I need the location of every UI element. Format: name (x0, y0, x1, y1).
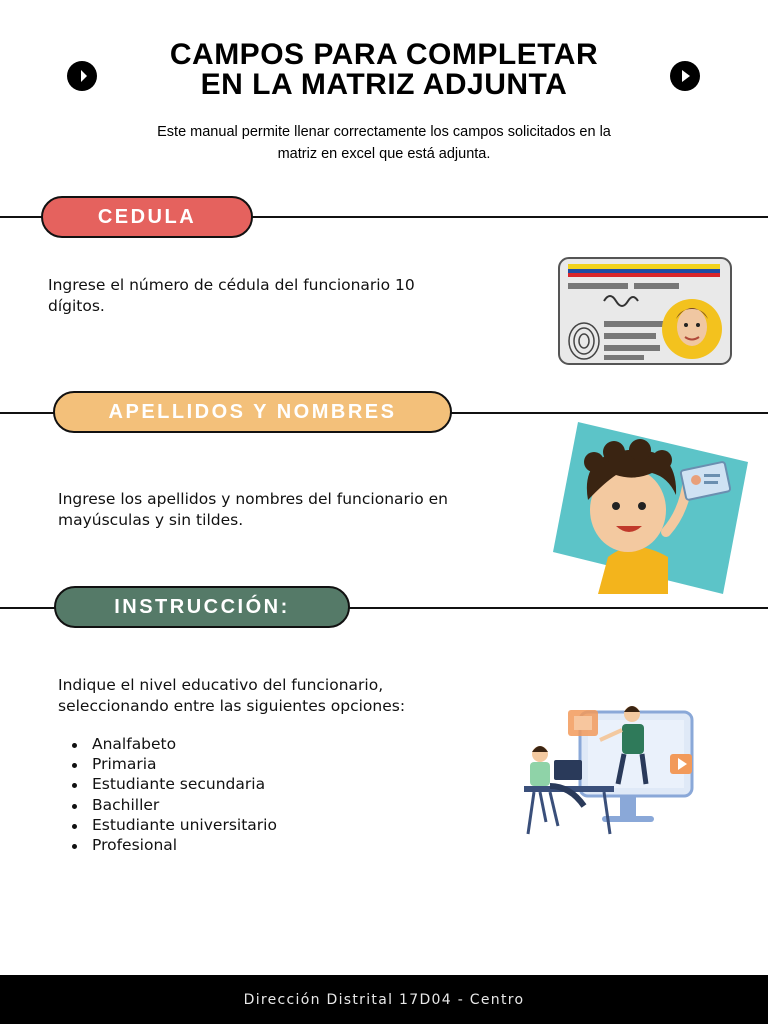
nombres-instructions (58, 489, 528, 531)
nombres-text-line-1: Ingrese los apellidos y nombres del funcionario en (58, 490, 448, 508)
nombres-text-line-2: mayúsculas y sin tildes. (58, 511, 244, 529)
section-label-instruccion (54, 586, 350, 628)
instruccion-text-line-1: Indique el nivel educativo del funcionario, (58, 676, 384, 694)
section-label-text: INSTRUCCIÓN: (114, 595, 290, 618)
online-class-icon (520, 700, 700, 845)
cedula-text-line-2: dígitos. (48, 297, 105, 315)
prev-arrow-icon[interactable] (67, 61, 97, 91)
footer-bar (0, 975, 768, 1024)
list-item: Profesional (58, 835, 478, 855)
list-item: Estudiante universitario (58, 815, 478, 835)
title-line-1: CAMPOS PARA COMPLETAR (169, 38, 599, 71)
cedula-instructions (48, 275, 518, 317)
section-label-nombres (53, 391, 452, 433)
title-line-2: EN LA MATRIZ ADJUNTA (200, 68, 568, 101)
instruccion-instructions (58, 675, 528, 717)
section-label-text: APELLIDOS Y NOMBRES (108, 400, 397, 423)
list-item: Estudiante secundaria (58, 774, 478, 794)
education-options-list (58, 734, 478, 855)
page-title (0, 40, 768, 100)
section-label-text: CEDULA (97, 205, 197, 228)
intro-line-2: matriz en excel que está adjunta. (277, 146, 491, 162)
next-arrow-icon[interactable] (670, 61, 700, 91)
cedula-text-line-1: Ingrese el número de cédula del funcionario 10 (48, 276, 415, 294)
intro-text (100, 121, 668, 165)
intro-line-1: Este manual permite llenar correctamente los campos solicitados en la (157, 124, 611, 140)
id-card-icon (556, 243, 736, 368)
list-item: Analfabeto (58, 734, 478, 754)
list-item: Primaria (58, 754, 478, 774)
section-label-cedula (41, 196, 253, 238)
footer-text: Dirección Distrital 17D04 - Centro (243, 991, 525, 1008)
list-item: Bachiller (58, 795, 478, 815)
instruccion-text-line-2: seleccionando entre las siguientes opciones: (58, 697, 406, 715)
child-holding-card-icon (548, 422, 748, 594)
